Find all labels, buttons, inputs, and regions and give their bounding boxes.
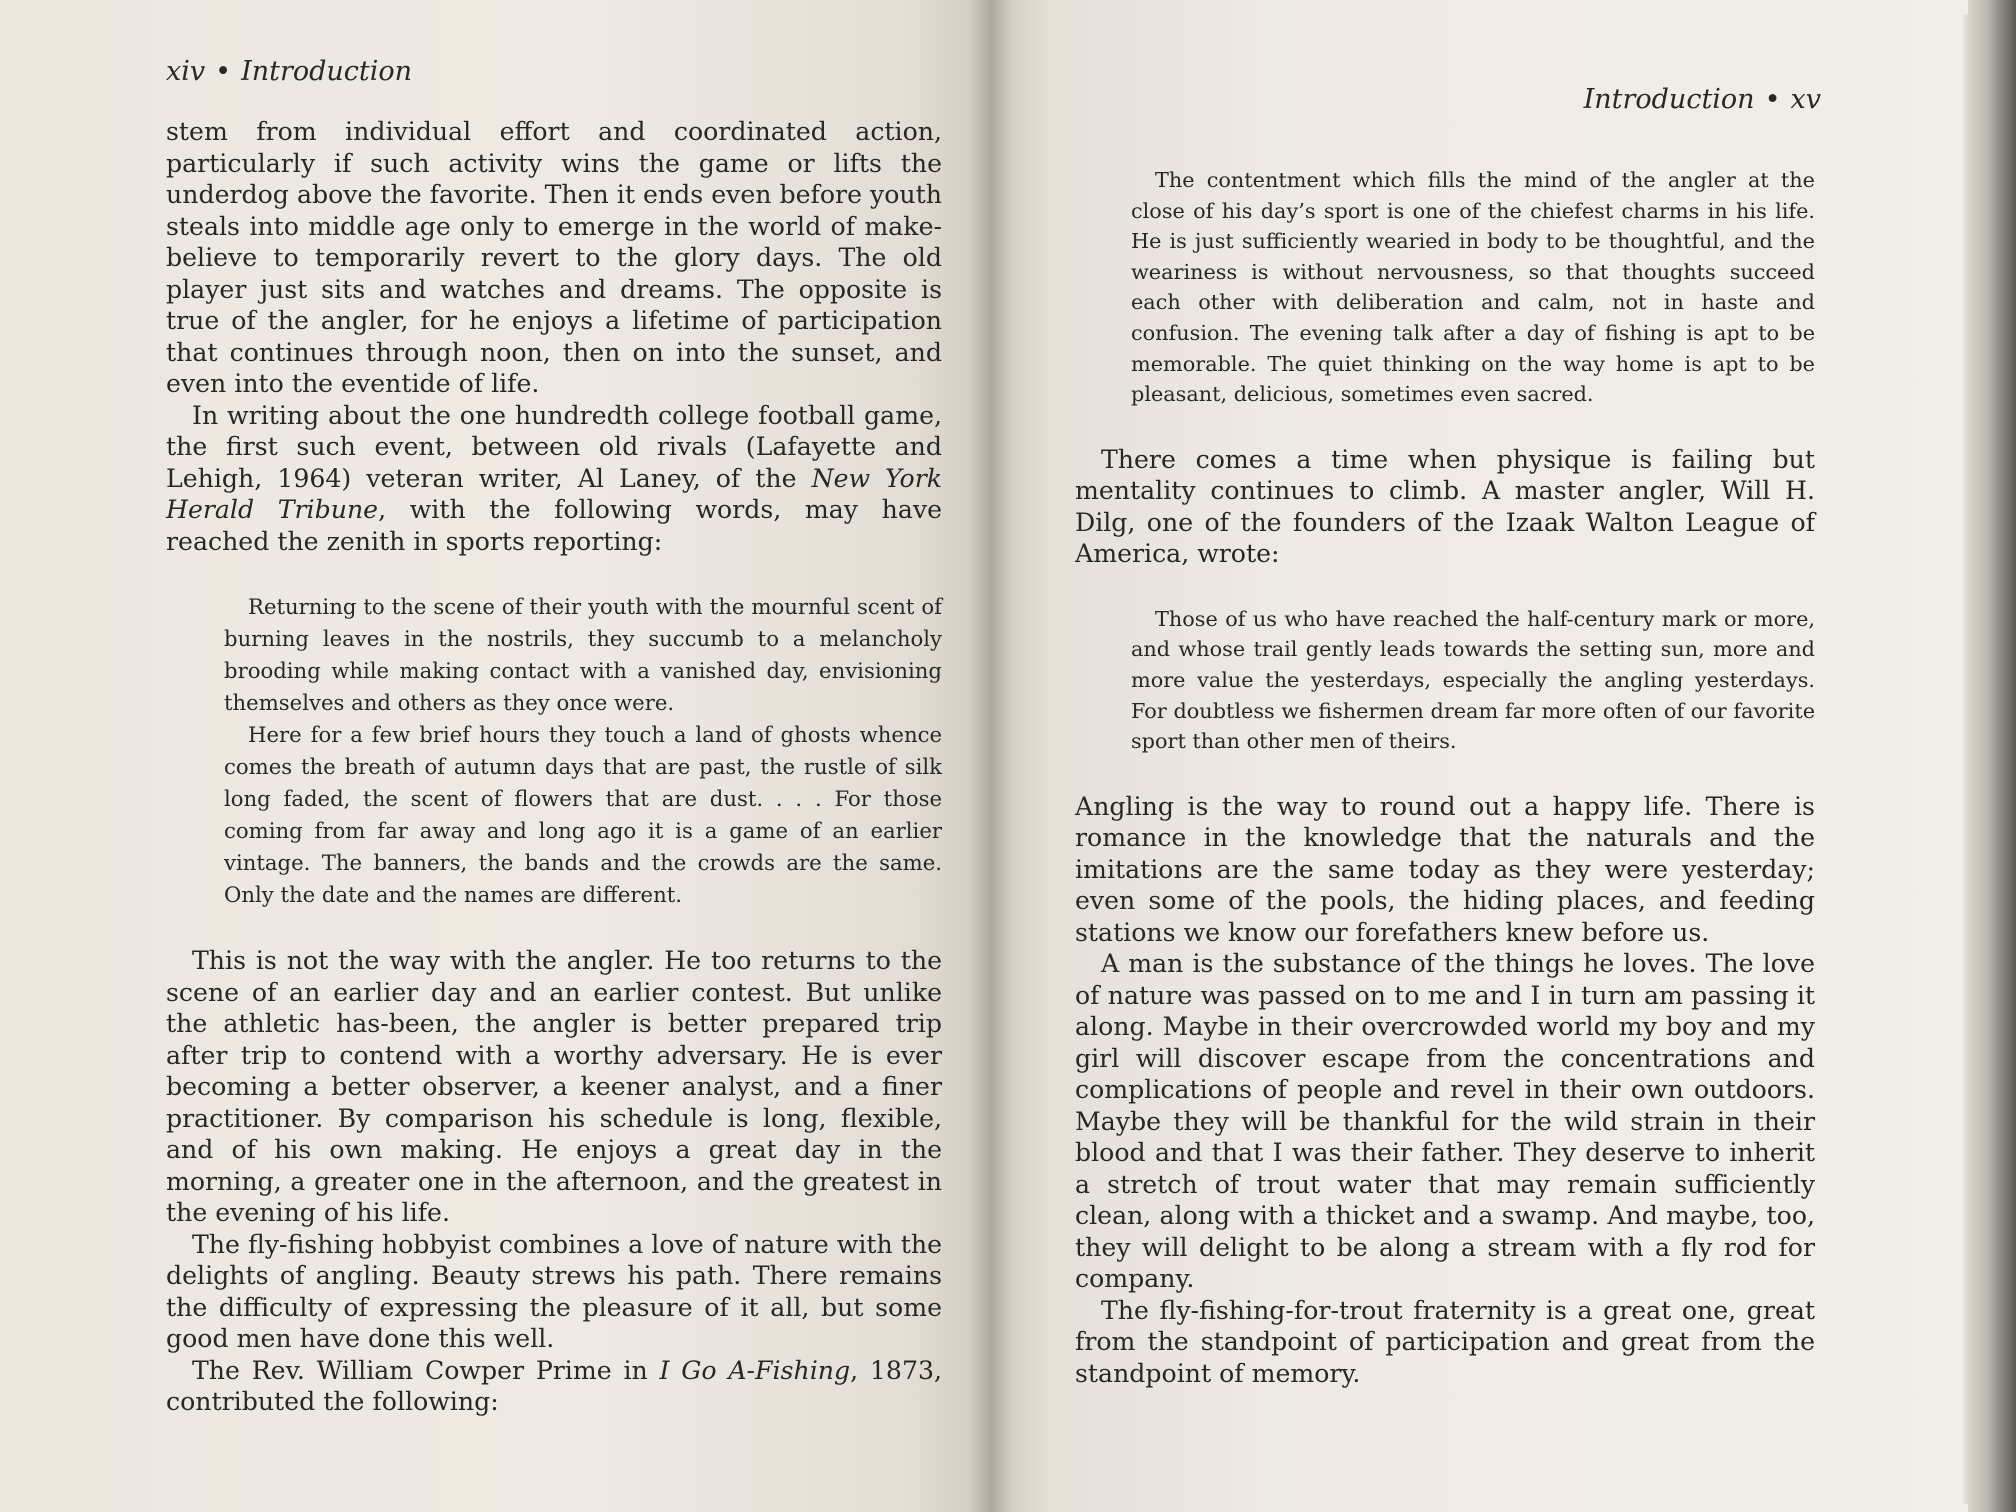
quote-paragraph: Returning to the scene of their youth with the mournful scent of burning leaves in the nostrils, they succumb to a melancholy brooding while making contact with a vanished day, envisioning themselves and others as they once were. xyxy=(224,594,942,715)
paragraph: There comes a time when physique is failing but mentality continues to climb. A master angler, Will H. Dilg, one of the founders of the Izaak Walton League of America, wrote: xyxy=(1075,444,1815,569)
left-page xyxy=(0,0,990,1512)
paragraph: The fly-fishing-for-trout fraternity is a great one, great from the standpoint of participation and great from the standpoint of memory. xyxy=(1075,1295,1815,1388)
paragraph: Angling is the way to round out a happy life. There is romance in the knowledge that the naturals and the imitations are the same today as they were yesterday; even some of the pools, the hiding places, and feeding stations we know our forefathers knew before us. xyxy=(1075,791,1815,947)
left-page-body xyxy=(166,116,942,1418)
paragraph xyxy=(166,400,942,558)
book-title: I Go A-Fishing xyxy=(659,1355,851,1385)
paragraph: A man is the substance of the things he loves. The love of nature was passed on to me and I in turn am passing it along. Maybe in their overcrowded world my boy and my girl will discover escape from the concentrations and complications of people and revel in their own outdoors. Maybe they will be thankful for the wild strain in their blood and that I was their father. They deserve to inherit a stretch of trout water that may remain sufficiently clean, along with a thicket and a swamp. And maybe, too, they will delight to be along a stream with a fly rod for company. xyxy=(1075,949,1815,1294)
block-quote xyxy=(1131,604,1815,757)
running-head-bullet: • xyxy=(1764,84,1781,115)
block-quote xyxy=(224,591,942,911)
paragraph-text: , with the following words, may have reached the zenith in sports reporting: xyxy=(166,495,942,556)
right-page-body xyxy=(1075,165,1815,1389)
block-quote xyxy=(1131,165,1815,410)
running-head-bullet: • xyxy=(215,56,232,87)
left-page-number: xiv xyxy=(166,56,206,87)
book-cover-board xyxy=(1968,0,2016,1512)
book-gutter xyxy=(968,0,1012,1512)
newspaper-title: New York Herald Tribune xyxy=(166,463,942,524)
paragraph: stem from individual effort and coordinated action, particularly if such activity wins the game or lifts the underdog above the favorite. Then it ends even before youth steals into middle age only to emerge in the world of make-believe to temporarily revert to the glory days. The old player just sits and watches and dreams. The opposite is true of the angler, for he enjoys a lifetime of participation that continues through noon, then on into the sunset, and even into the eventide of life. xyxy=(166,117,942,398)
paragraph-text: The Rev. William Cowper Prime in xyxy=(192,1355,660,1385)
right-page-number: xv xyxy=(1790,84,1821,115)
paragraph-text: , 1873, contributed the following: xyxy=(166,1355,943,1416)
quote-paragraph: Here for a few brief hours they touch a land of ghosts whence comes the breath of autumn days that are past, the rustle of silk long faded, the scent of flowers that are dust. . . . For those coming from far away and long ago it is a game of an earlier vintage. The banners, the bands and the crowds are the same. Only the date and the names are different. xyxy=(224,722,942,907)
paragraph xyxy=(166,1355,942,1418)
quote-paragraph: The contentment which fills the mind of the angler at the close of his day’s sport is one of the chiefest charms in his life. He is just sufficiently wearied in body to be thoughtful, and the weariness is without nervousness, so that thoughts succeed each other with deliberation and calm, not in haste and confusion. The evening talk after a day of fishing is apt to be memorable. The quiet thinking on the way home is apt to be pleasant, delicious, sometimes even sacred. xyxy=(1131,168,1815,407)
left-running-head-title: Introduction xyxy=(241,56,413,87)
paragraph-text: In writing about the one hundredth college football game, the first such event, between old rivals (Lafayette and Lehigh, 1964) veteran writer, Al Laney, of the xyxy=(166,400,942,493)
paragraph: The fly-fishing hobbyist combines a love of nature with the delights of angling. Beauty strews his path. There remains the difficulty of expressing the pleasure of it all, but some good men have done this well. xyxy=(166,1229,942,1353)
left-running-head xyxy=(166,56,412,87)
paragraph: This is not the way with the angler. He too returns to the scene of an earlier day and an earlier contest. But unlike the athletic has-been, the angler is better prepared trip after trip to contend with a worthy adversary. He is ever becoming a better observer, a keener analyst, and a finer practitioner. By comparison his schedule is long, flexible, and of his own making. He enjoys a great day in the morning, a greater one in the afternoon, and the greatest in the evening of his life. xyxy=(166,946,942,1227)
right-running-head xyxy=(1584,84,1821,115)
right-running-head-title: Introduction xyxy=(1583,84,1755,115)
quote-paragraph: Those of us who have reached the half-century mark or more, and whose trail gently leads towards the setting sun, more and more value the yesterdays, especially the angling yesterdays. For doubtless we fishermen dream far more often of our favorite sport than other men of theirs. xyxy=(1131,606,1815,754)
